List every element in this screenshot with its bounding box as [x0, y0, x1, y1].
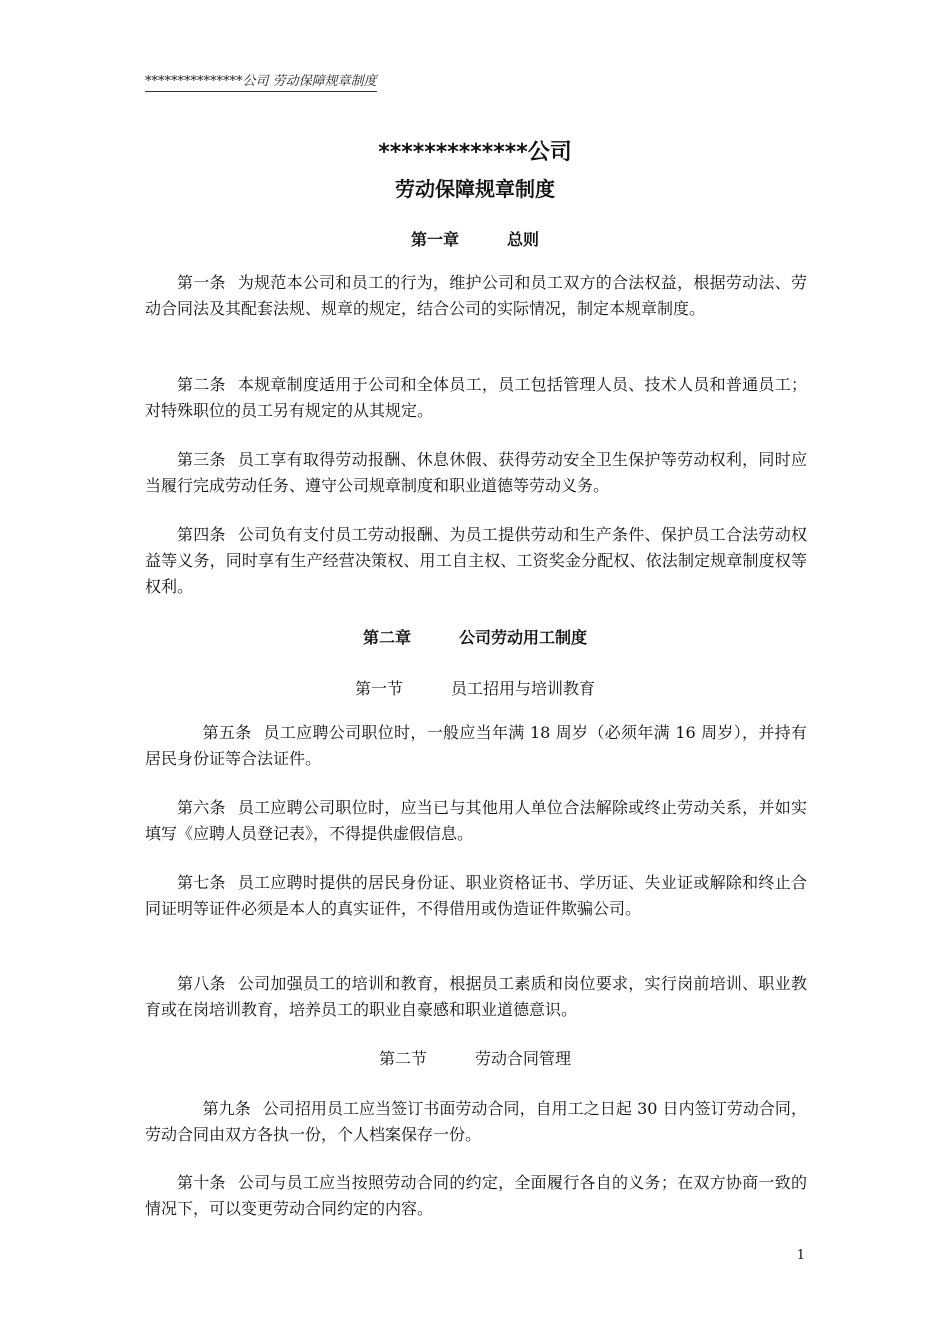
article-label: 第五条 — [202, 723, 252, 742]
article-5 — [145, 720, 807, 772]
article-label: 第一条 — [177, 273, 226, 292]
article-label: 第七条 — [177, 873, 226, 892]
article-6 — [145, 795, 807, 847]
article-text: 公司负有支付员工劳动报酬、为员工提供劳动和生产条件、保护员工合法劳动权益等义务，同时享有生产经营决策权、用工自主权、工资奖金分配权、依法制定规章制度权等权利。 — [145, 525, 807, 596]
section-heading-2 — [0, 1046, 950, 1069]
chapter-name: 公司劳动用工制度 — [459, 628, 588, 647]
article-text: 员工应聘公司职位时，应当已与其他用人单位合法解除或终止劳动关系，并如实填写《应聘人员登记表》，不得提供虚假信息。 — [145, 798, 807, 843]
article-text: 员工享有取得劳动报酬、休息休假、获得劳动安全卫生保护等劳动权利，同时应当履行完成劳动任务、遵守公司规章制度和职业道德等劳动义务。 — [145, 450, 807, 495]
article-text: 公司与员工应当按照劳动合同的约定，全面履行各自的义务；在双方协商一致的情况下，可以变更劳动合同约定的内容。 — [145, 1173, 807, 1218]
article-8 — [145, 971, 807, 1023]
page-number: 1 — [796, 1248, 805, 1263]
article-text: 公司招用员工应当签订书面劳动合同，自用工之日起 30 日内签订劳动合同，劳动合同由双方各执一份，个人档案保存一份。 — [145, 1099, 807, 1144]
article-4 — [145, 522, 807, 600]
article-text: 员工应聘时提供的居民身份证、职业资格证书、学历证、失业证或解除和终止合同证明等证件必须是本人的真实证件，不得借用或伪造证件欺骗公司。 — [145, 873, 807, 918]
section-number: 第一节 — [354, 679, 403, 698]
article-2 — [145, 372, 807, 424]
running-header — [145, 70, 805, 92]
document-title: 劳动保障规章制度 — [395, 177, 555, 201]
article-text: 本规章制度适用于公司和全体员工，员工包括管理人员、技术人员和普通员工；对特殊职位的员工另有规定的从其规定。 — [145, 375, 807, 420]
section-name: 员工招用与培训教育 — [451, 679, 596, 698]
article-7 — [145, 870, 807, 922]
document-title-company: *************公司 — [378, 140, 572, 165]
article-1 — [145, 270, 807, 322]
article-label: 第二条 — [177, 375, 226, 394]
section-number: 第二节 — [378, 1049, 427, 1068]
chapter-heading-2 — [0, 625, 950, 648]
article-label: 第九条 — [202, 1099, 251, 1118]
article-label: 第三条 — [177, 450, 226, 469]
article-text: 为规范本公司和员工的行为，维护公司和员工双方的合法权益，根据劳动法、劳动合同法及其配套法规、规章的规定，结合公司的实际情况，制定本规章制度。 — [145, 273, 807, 318]
article-9 — [145, 1096, 807, 1148]
section-name: 劳动合同管理 — [475, 1049, 572, 1068]
section-heading-1 — [0, 676, 950, 699]
article-10 — [145, 1170, 807, 1222]
chapter-heading-1 — [0, 227, 950, 250]
article-label: 第四条 — [177, 525, 226, 544]
article-label: 第十条 — [177, 1173, 226, 1192]
chapter-number: 第二章 — [362, 628, 411, 647]
article-text: 员工应聘公司职位时，一般应当年满 18 周岁（必须年满 16 周岁），并持有居民身份证等合法证件。 — [145, 723, 807, 768]
article-label: 第八条 — [177, 974, 226, 993]
article-text: 公司加强员工的培训和教育，根据员工素质和岗位要求，实行岗前培训、职业教育或在岗培训教育，培养员工的职业自豪感和职业道德意识。 — [145, 974, 807, 1019]
running-header-text: ***************公司 劳动保障规章制度 — [145, 70, 377, 92]
article-3 — [145, 447, 807, 499]
chapter-number: 第一章 — [410, 230, 459, 249]
article-label: 第六条 — [177, 798, 226, 817]
chapter-name: 总则 — [507, 230, 540, 249]
